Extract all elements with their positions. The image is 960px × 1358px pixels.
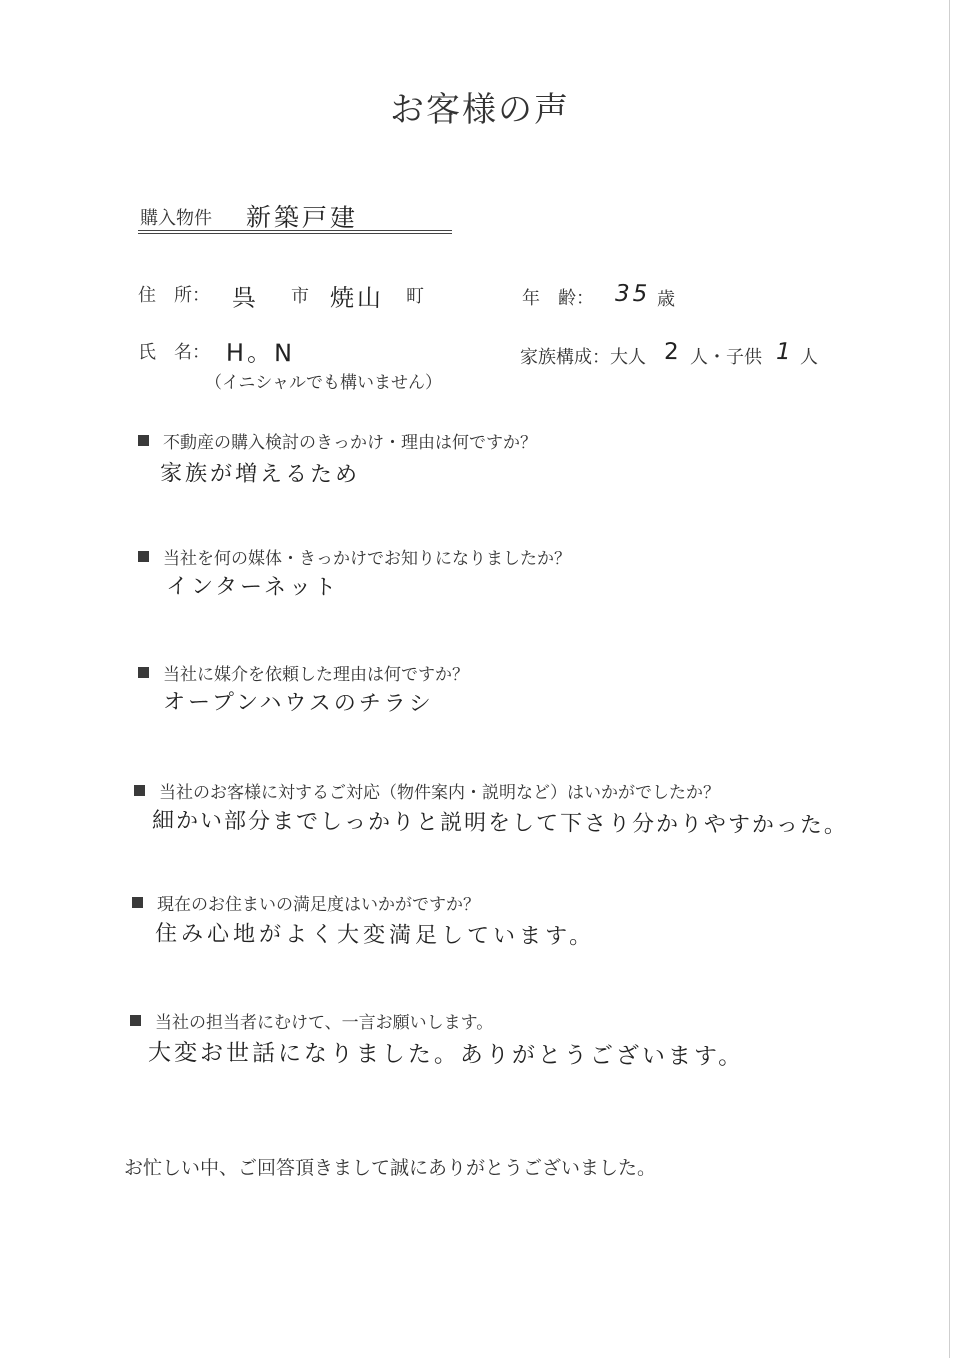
address-label: 住 所： xyxy=(138,285,210,306)
question-text: 現在のお住まいの満足度はいかがですか？ xyxy=(157,895,480,915)
family-label: 家族構成：大人 xyxy=(520,347,646,368)
black-square-icon xyxy=(134,785,145,796)
property-value: 新築戸建 xyxy=(245,202,359,233)
black-square-icon xyxy=(138,551,149,562)
question-row xyxy=(132,890,480,915)
question-row xyxy=(138,660,469,685)
black-square-icon xyxy=(138,667,149,678)
age-value: 35 xyxy=(614,280,651,308)
address-city: 呉 xyxy=(231,283,260,313)
answer-text: 細かい部分までしっかりと説明をして下さり分かりやすかった。 xyxy=(151,808,849,839)
name-value: H。N xyxy=(225,338,296,368)
question-row xyxy=(134,778,720,803)
black-square-icon xyxy=(132,897,143,908)
black-square-icon xyxy=(130,1015,141,1026)
question-row xyxy=(138,544,571,569)
address-city-suffix: 市 xyxy=(291,286,309,307)
answer-text: 住み心地がよく大変満足しています。 xyxy=(154,921,596,950)
black-square-icon xyxy=(138,435,149,446)
closing-message: お忙しい中、ご回答頂きまして誠にありがとうございました。 xyxy=(124,1157,657,1179)
property-label: 購入物件 xyxy=(140,208,212,229)
family-adults: 2 xyxy=(663,338,682,366)
page-title: お客様の声 xyxy=(390,90,570,130)
family-children: 1 xyxy=(775,338,794,366)
family-children-suffix: 人 xyxy=(800,347,818,368)
family-adults-suffix: 人・子供 xyxy=(690,347,762,368)
answer-text: 家族が増えるため xyxy=(159,461,361,488)
question-text: 当社の担当者にむけて、一言お願いします。 xyxy=(155,1013,494,1033)
question-text: 当社に媒介を依頼した理由は何ですか？ xyxy=(163,665,469,685)
name-note: （イニシャルでも構いません） xyxy=(205,373,442,393)
question-row xyxy=(138,428,537,453)
age-label: 年 齢： xyxy=(522,288,594,309)
question-text: 当社のお客様に対するご対応（物件案内・説明など）はいかがでしたか？ xyxy=(159,783,720,803)
age-suffix: 歳 xyxy=(657,289,675,310)
address-town-suffix: 町 xyxy=(406,286,424,307)
question-text: 不動産の購入検討のきっかけ・理由は何ですか？ xyxy=(163,433,537,453)
address-town: 焼山 xyxy=(329,283,385,313)
question-row xyxy=(130,1008,493,1033)
name-label: 氏 名： xyxy=(138,342,210,363)
answer-text: インターネット xyxy=(165,574,340,601)
property-underline xyxy=(138,230,452,234)
page-edge-line xyxy=(949,0,950,1358)
answer-text: 大変お世話になりました。ありがとうございます。 xyxy=(147,1039,745,1071)
question-text: 当社を何の媒体・きっかけでお知りになりましたか？ xyxy=(163,549,571,569)
answer-text: オープンハウスのチラシ xyxy=(162,690,434,717)
